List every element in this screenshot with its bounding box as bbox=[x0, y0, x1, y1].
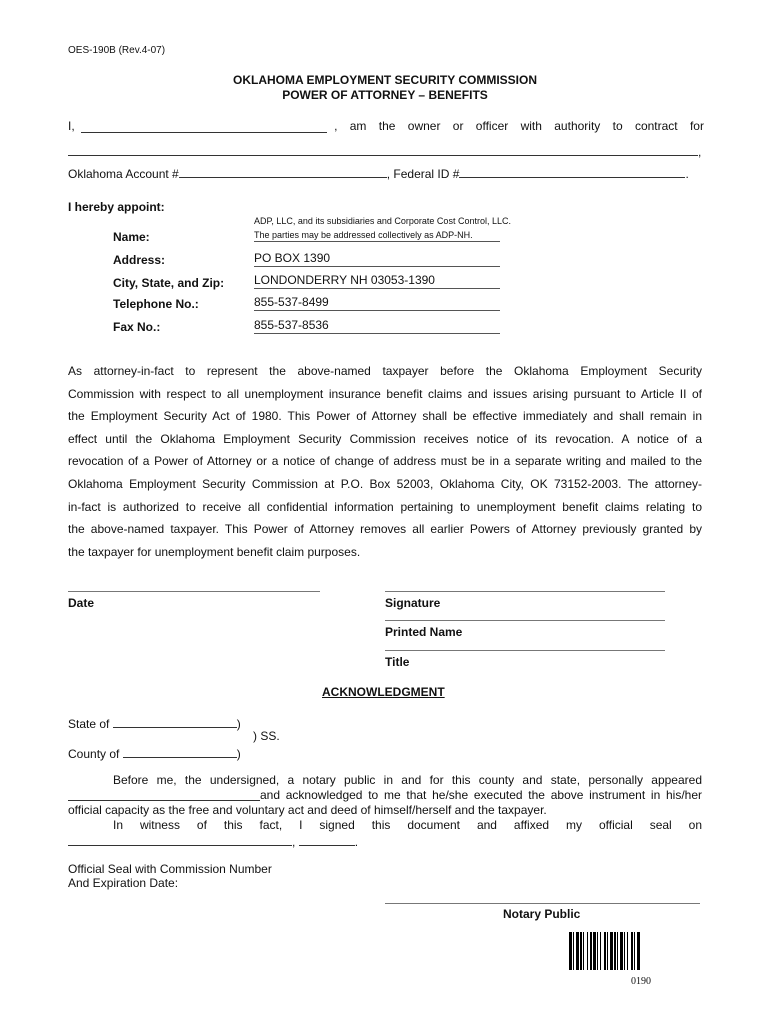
account-line bbox=[68, 164, 689, 181]
witness-line: In witness of this fact, I signed this document and affixed my official seal on bbox=[113, 818, 702, 832]
paragraph-line: revocation of a Power of Attorney or a notice of change of address must be in a separate writing and mailed to the bbox=[68, 454, 702, 469]
barcode-bar bbox=[614, 932, 616, 970]
paragraph-line: the Employment Security Act of 1980. This Power of Attorney shall be effective immediately and shall remain in bbox=[68, 409, 702, 424]
paragraph-line: the above-named taxpayer. This Power of Attorney removes all earlier Powers of Attorney previously granted by bbox=[68, 522, 702, 537]
title-line[interactable] bbox=[385, 650, 665, 651]
paragraph-line: the taxpayer for unemployment benefit claim purposes. bbox=[68, 544, 361, 559]
barcode-bar bbox=[576, 932, 579, 970]
name-label: Name: bbox=[113, 230, 150, 244]
ack-line1: Before me, the undersigned, a notary public in and for this county and state, personally appeared bbox=[113, 773, 702, 787]
barcode-bar bbox=[590, 932, 592, 970]
barcode-bar bbox=[617, 932, 618, 970]
form-title-line1: OKLAHOMA EMPLOYMENT SECURITY COMMISSION bbox=[232, 73, 537, 87]
account-period: . bbox=[685, 167, 689, 181]
city-label: City, State, and Zip: bbox=[113, 276, 225, 290]
date-label: Date bbox=[68, 596, 95, 610]
barcode-bar bbox=[569, 932, 572, 970]
contract-line bbox=[68, 142, 701, 159]
state-field[interactable] bbox=[113, 714, 237, 728]
state-close: ) bbox=[236, 717, 241, 731]
barcode-bar bbox=[607, 932, 608, 970]
printed-name-label: Printed Name bbox=[385, 625, 463, 639]
barcode-bar bbox=[583, 932, 584, 970]
form-id: OES-190B (Rev.4-07) bbox=[68, 45, 166, 56]
signature-label: Signature bbox=[385, 596, 441, 610]
county-close: ) bbox=[236, 747, 241, 761]
barcode-bar bbox=[580, 932, 582, 970]
owner-prefix: I, bbox=[68, 119, 75, 133]
barcode-bar bbox=[593, 932, 596, 970]
seal-line2: And Expiration Date: bbox=[68, 876, 179, 890]
barcode-bar bbox=[627, 932, 628, 970]
appeared-name-field[interactable] bbox=[68, 788, 260, 801]
witness-year-field[interactable] bbox=[299, 833, 355, 846]
account-field[interactable] bbox=[179, 164, 387, 178]
barcode-bar bbox=[631, 932, 633, 970]
fax-value[interactable]: 855-537-8536 bbox=[254, 318, 500, 334]
acknowledgment-heading: ACKNOWLEDGMENT bbox=[322, 685, 445, 699]
account-label: Oklahoma Account # bbox=[68, 167, 179, 181]
paragraph-line: in-fact is authorized to receive all confidential information pertaining to unemployment benefit claims relating to bbox=[68, 499, 702, 514]
date-line[interactable] bbox=[68, 591, 320, 592]
authority-paragraph bbox=[68, 360, 702, 563]
paragraph-line: As attorney-in-fact to represent the above-named taxpayer before the Oklahoma Employment Security bbox=[68, 364, 702, 378]
federal-label: , Federal ID # bbox=[386, 167, 460, 181]
owner-line bbox=[68, 119, 704, 133]
phone-value[interactable]: 855-537-8499 bbox=[254, 295, 500, 311]
barcode-bar bbox=[634, 932, 635, 970]
barcode-bar bbox=[610, 932, 613, 970]
address-value[interactable]: PO BOX 1390 bbox=[254, 251, 500, 267]
printed-name-line[interactable] bbox=[385, 620, 665, 621]
witness-comma: , bbox=[292, 835, 296, 849]
title-label: Title bbox=[385, 655, 410, 669]
paragraph-line: Commission with respect to all unemployment insurance benefit claims and issues arising pursuant to Article II of bbox=[68, 386, 702, 401]
barcode-bar bbox=[637, 932, 640, 970]
name-value-line2: The parties may be addressed collectively as ADP-NH. bbox=[254, 230, 500, 242]
state-label: State of bbox=[68, 717, 110, 731]
appoint-heading: I hereby appoint: bbox=[68, 200, 165, 214]
name-value-line1: ADP, LLC, and its subsidiaries and Corporate Cost Control, LLC. bbox=[254, 216, 511, 226]
fax-label: Fax No.: bbox=[113, 320, 161, 334]
barcode-bar bbox=[587, 932, 588, 970]
notary-label: Notary Public bbox=[503, 907, 581, 921]
witness-period: . bbox=[354, 835, 359, 849]
barcode bbox=[569, 932, 719, 970]
ack-line2-text: and acknowledged to me that he/she executed the above instrument in his/her bbox=[260, 788, 702, 802]
paragraph-line: Oklahoma Employment Security Commission at P.O. Box 52003, Oklahoma City, OK 73152-2003. The attorney- bbox=[68, 476, 702, 491]
barcode-bar bbox=[573, 932, 574, 970]
form-title-line2: POWER OF ATTORNEY – BENEFITS bbox=[282, 88, 488, 102]
address-label: Address: bbox=[113, 253, 166, 267]
ack-line3: official capacity as the free and voluntary act and deed of himself/herself and the taxpayer. bbox=[68, 803, 547, 817]
seal-line1: Official Seal with Commission Number bbox=[68, 862, 272, 876]
signature-line[interactable] bbox=[385, 591, 665, 592]
paragraph-line: effect until the Oklahoma Employment Security Commission receives notice of its revocation. A notice of a bbox=[68, 431, 702, 446]
barcode-bar bbox=[600, 932, 601, 970]
state-line bbox=[68, 714, 241, 731]
barcode-bar bbox=[604, 932, 606, 970]
notary-line[interactable] bbox=[385, 903, 700, 904]
barcode-bar bbox=[624, 932, 625, 970]
phone-label: Telephone No.: bbox=[113, 297, 199, 311]
witness-date-line bbox=[68, 833, 358, 849]
ack-line2 bbox=[68, 788, 702, 802]
county-line bbox=[68, 744, 241, 761]
contract-field[interactable] bbox=[68, 142, 698, 156]
barcode-number: 0190 bbox=[631, 976, 651, 987]
county-label: County of bbox=[68, 747, 120, 761]
ss-label: ) SS. bbox=[253, 729, 280, 743]
federal-field[interactable] bbox=[459, 164, 685, 178]
barcode-bar bbox=[597, 932, 598, 970]
witness-day-field[interactable] bbox=[68, 833, 292, 846]
contract-comma: , bbox=[698, 145, 702, 159]
county-field[interactable] bbox=[123, 744, 237, 758]
city-value[interactable]: LONDONDERRY NH 03053-1390 bbox=[254, 273, 500, 289]
owner-name-field[interactable] bbox=[81, 119, 327, 133]
owner-suffix: , am the owner or officer with authority to contract for bbox=[334, 119, 704, 133]
barcode-bar bbox=[620, 932, 623, 970]
